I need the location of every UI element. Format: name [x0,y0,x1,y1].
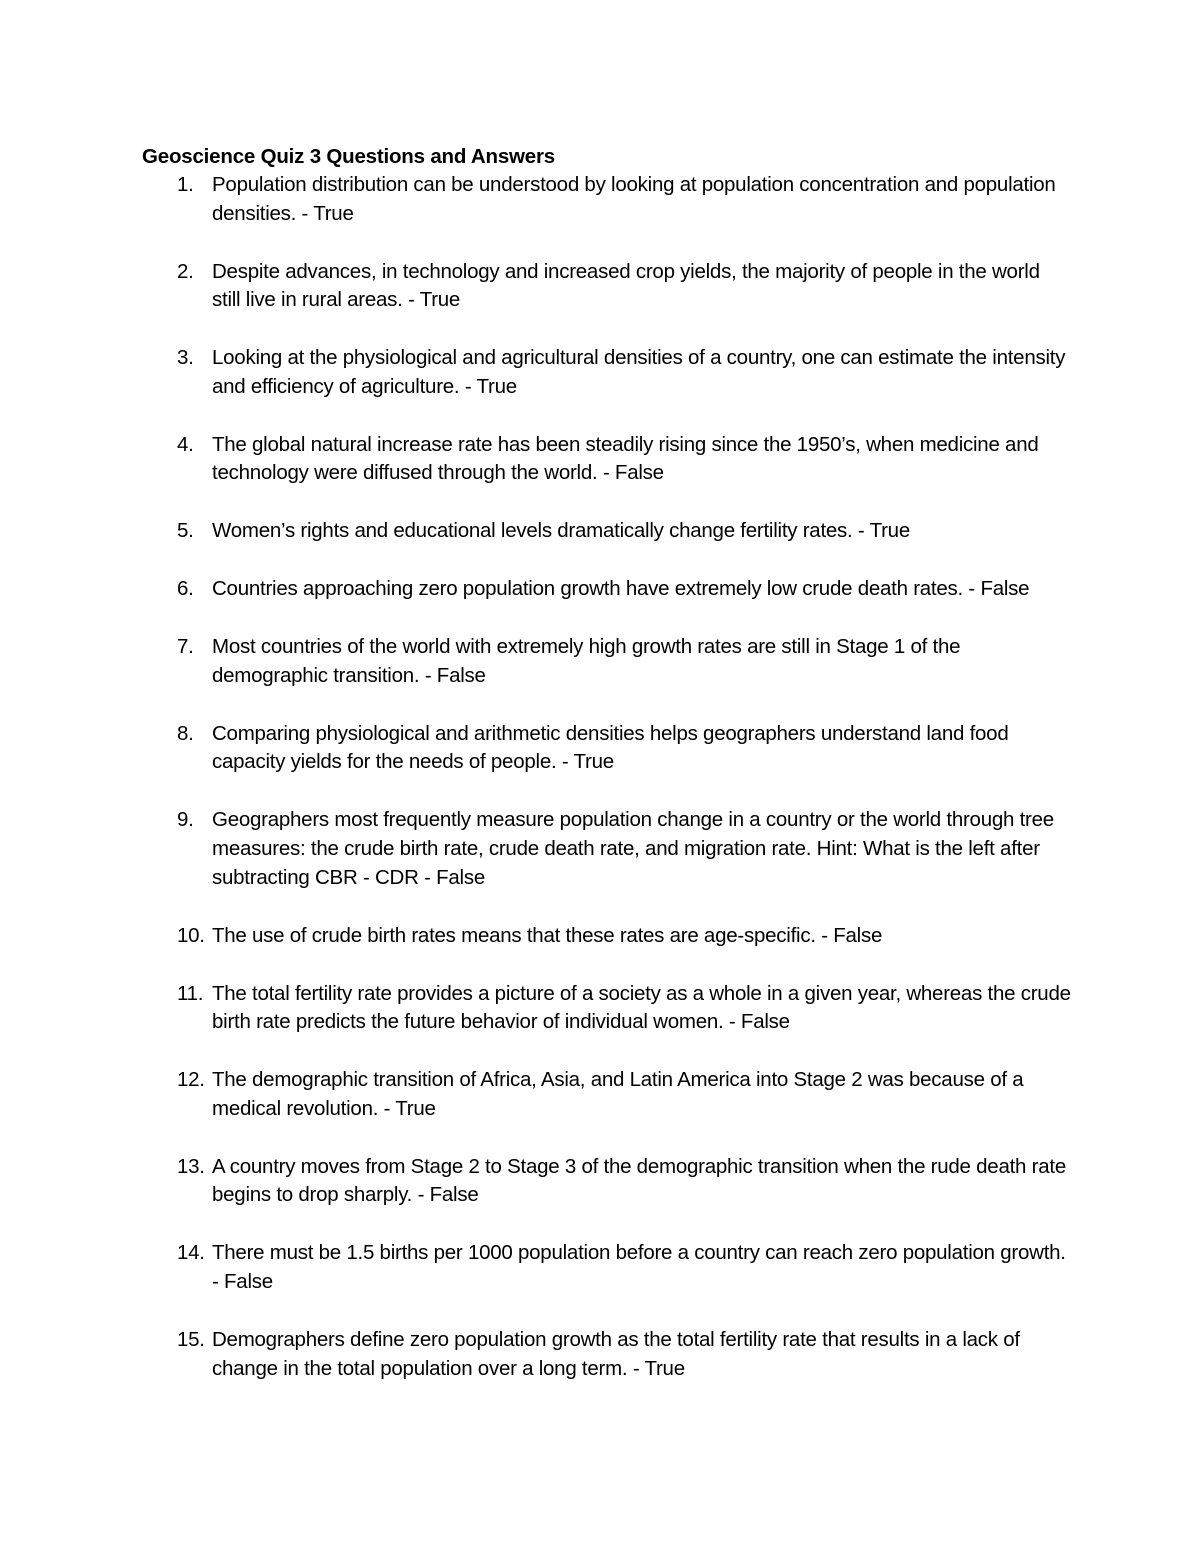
question-number: 5. [177,519,194,543]
question-text: Geographers most frequently measure population change in a country or the world through tree measures: the crude birth rate, crude death rate, and migration rate. Hint: What is the left after subtracting CBR - CDR - False [212,808,1054,889]
question-text: The use of crude birth rates means that these rates are age-specific. - False [212,923,883,947]
question-text: Population distribution can be understood by looking at population concentration and population densities. - True [212,173,1056,225]
question-number: 15. [177,1327,205,1351]
question-item [142,720,1072,777]
question-item [142,258,1072,315]
question-text: Women’s rights and educational levels dramatically change fertility rates. - True [212,519,910,543]
question-number: 1. [177,173,194,196]
question-text: The total fertility rate provides a picture of a society as a whole in a given year, whereas the crude birth rate predicts the future behavior of individual women. - False [212,981,1071,1034]
question-item [142,922,1072,951]
question-number: 11. [177,981,204,1005]
question-number: 3. [177,346,194,370]
question-text: A country moves from Stage 2 to Stage 3 of the demographic transition when the rude death rate begins to drop sharply. - False [212,1154,1066,1207]
question-text: Most countries of the world with extremely high growth rates are still in Stage 1 of the demographic transition. - False [212,635,961,687]
document-title: Geoscience Quiz 3 Questions and Answers [142,145,555,168]
question-text: Looking at the physiological and agricultural densities of a country, one can estimate the intensity and efficiency of agriculture. - True [212,346,1066,398]
question-number: 4. [177,432,194,456]
question-item [142,1239,1072,1296]
question-item [142,633,1072,690]
question-text: Comparing physiological and arithmetic densities helps geographers understand land food capacity yields for the needs of people. - True [212,721,1009,774]
question-number: 9. [177,808,194,832]
question-item [142,1326,1072,1383]
question-item [142,431,1072,488]
question-number: 10. [177,923,205,947]
question-number: 13. [177,1154,205,1178]
question-number: 7. [177,635,194,659]
question-item [142,575,1072,604]
question-number: 8. [177,721,194,745]
question-number: 2. [177,259,194,283]
question-item [142,171,1072,228]
question-item [142,344,1072,401]
question-list [142,171,1072,1383]
question-item [142,517,1072,546]
question-number: 6. [177,577,194,601]
question-item [142,1066,1072,1123]
document-body [142,143,1072,1413]
question-text: Demographers define zero population growth as the total fertility rate that results in a lack of change in the total population over a long term. - True [212,1327,1020,1380]
question-text: The global natural increase rate has been steadily rising since the 1950’s, when medicine and technology were diffused through the world. - False [212,432,1039,485]
question-text: Despite advances, in technology and increased crop yields, the majority of people in the world still live in rural areas. - True [212,259,1040,312]
question-text: Countries approaching zero population growth have extremely low crude death rates. - False [212,577,1030,601]
question-number: 14. [177,1241,205,1265]
question-number: 12. [177,1068,205,1092]
question-item [142,1153,1072,1210]
question-item [142,980,1072,1037]
question-text: There must be 1.5 births per 1000 population before a country can reach zero population growth. - False [212,1241,1066,1294]
question-text: The demographic transition of Africa, Asia, and Latin America into Stage 2 was because of a medical revolution. - True [212,1068,1024,1120]
question-item [142,806,1072,892]
